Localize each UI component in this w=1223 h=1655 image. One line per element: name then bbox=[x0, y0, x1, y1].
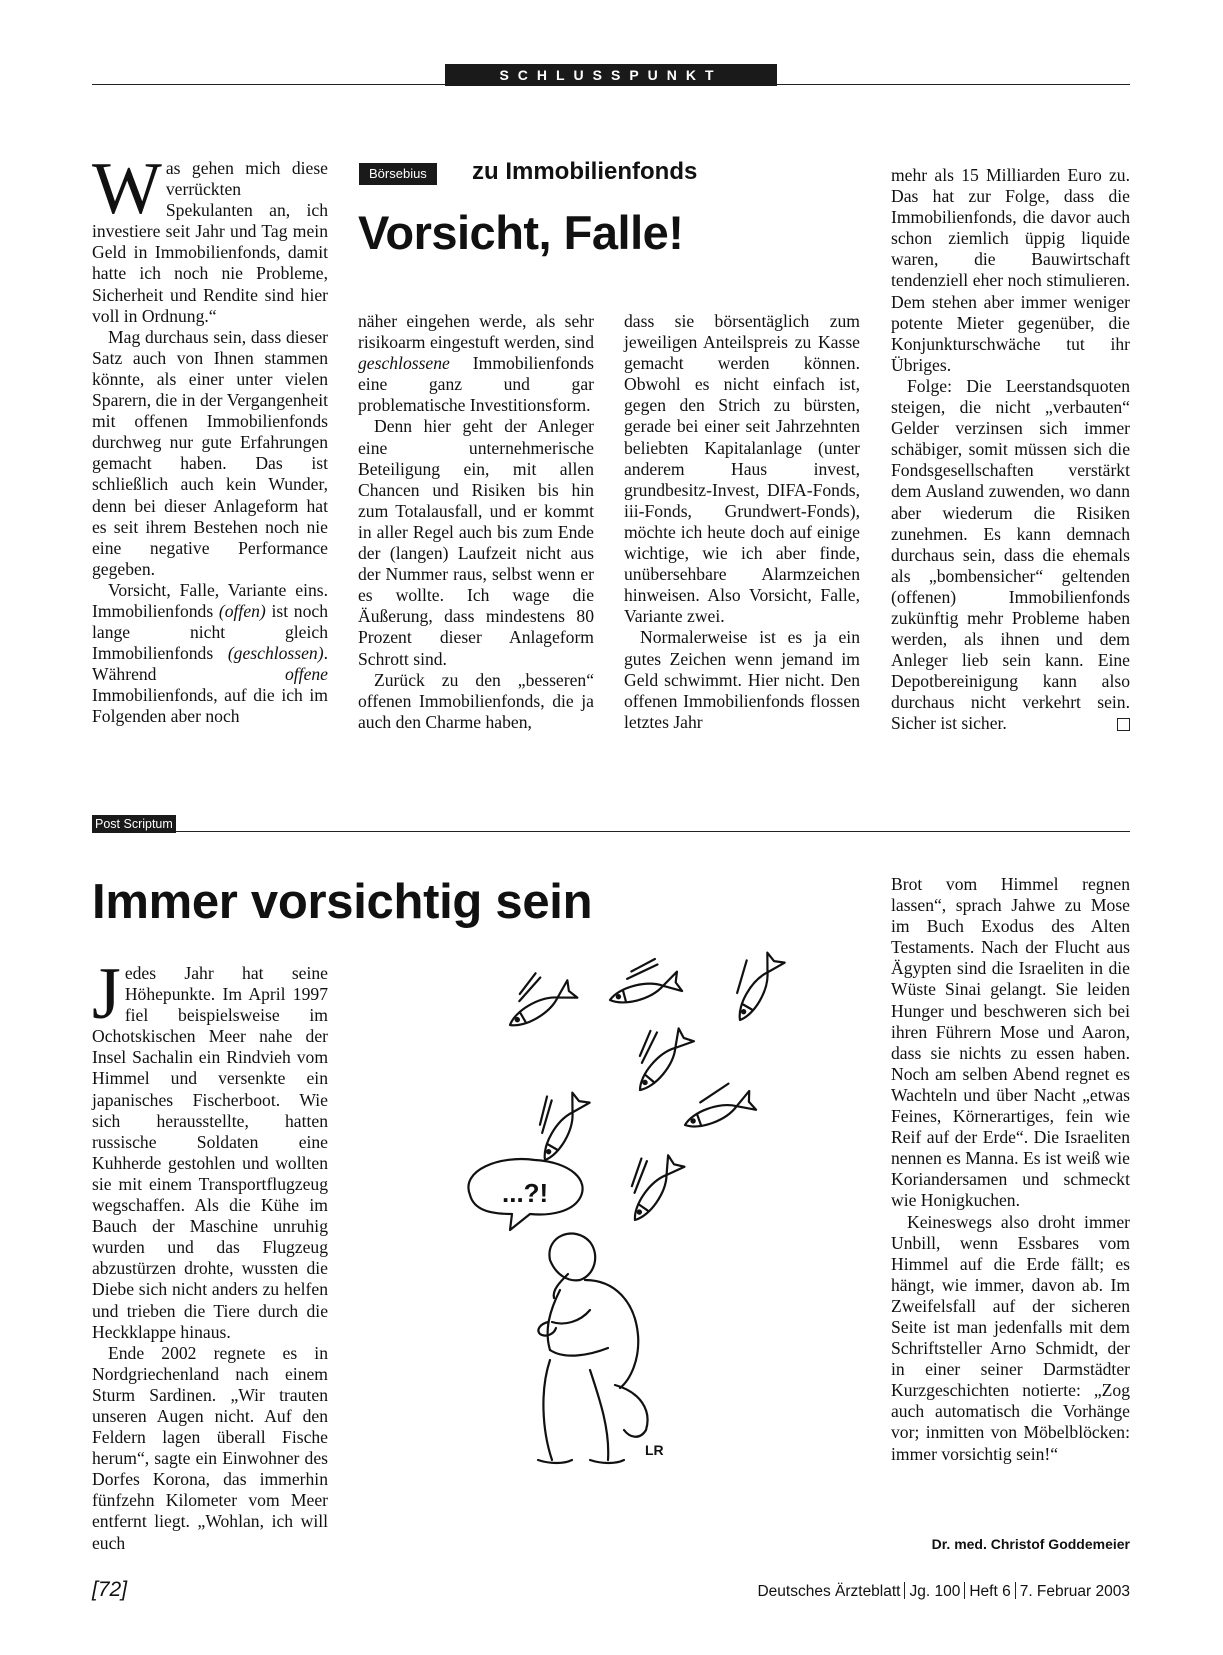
fish-icon bbox=[610, 1144, 684, 1226]
paragraph bbox=[92, 580, 328, 728]
journal-info bbox=[700, 1582, 1130, 1601]
text-run: Immobilienfonds, auf die ich im Folgenden aber noch bbox=[92, 685, 328, 727]
article2-column-3 bbox=[891, 874, 1130, 1465]
end-of-article-square-icon bbox=[1117, 718, 1130, 731]
person-figure bbox=[538, 1234, 648, 1463]
text-run-italic: (offen) bbox=[218, 600, 266, 621]
article1-column-2 bbox=[358, 311, 594, 733]
paragraph: as gehen mich diese verrückten Spekulanten an, ich investiere seit Jahr und Tag mein Geld in Immobilienfonds, damit hatte ich noch nie Probleme, Sicherheit und Rendite sind hier voll in Ordnung.“ bbox=[92, 158, 328, 326]
author-byline: Dr. med. Christof Goddemeier bbox=[931, 1536, 1130, 1552]
text-run: ist noch lange nicht gleich Immobilienfonds bbox=[92, 600, 328, 664]
article1-column-3 bbox=[624, 311, 860, 733]
paragraph: dass sie börsentäglich zum jeweiligen Anteilspreis zu Kasse gemacht werden können. Obwohl es nicht einfach ist, gegen den Strich zu bürsten, gerade bei einer seit Jahrzehnten beliebten Kapitalanlage (unter anderem Haus invest, grundbesitz-Invest, DIFA-Fonds, iii-Fonds, Grundwert-Fonds), möchte ich heute doch auf einige wichtige, wie ich aber finde, unübersehbare Alarmzeichen hinweisen. Also Vorsicht, Falle, Variante zwei. bbox=[624, 311, 860, 627]
dropcap: W bbox=[92, 148, 162, 230]
fish-icon bbox=[603, 954, 682, 1009]
paragraph: mehr als 15 Milliarden Euro zu. Das hat zur Folge, dass die Immobilienfonds, die davor auch schon ziemlich üppig liquide waren, die Bauwirtschaft tendenziell eher noch stimulieren. Dem stehen aber immer weniger potente Mieter gegenüber, die Konjunkturschwäche tut ihr Übriges. bbox=[891, 165, 1130, 375]
section-rule bbox=[92, 831, 1130, 832]
journal-date: 7. Februar 2003 bbox=[1019, 1583, 1130, 1600]
paragraph: Ende 2002 regnete es in Nordgriechenland nach einem Sturm Sardinen. „Wir trauten unseren Augen nicht. Auf den Feldern lagen überall Fische herum“, sagte ein Einwohner des Dorfes Korona, das immerhin fünfzehn Kilometer vom Meer entfernt liegt. „Wohlan, ich will euch bbox=[92, 1342, 328, 1553]
paragraph: Zurück zu den „besseren“ offenen Immobilienfonds, die ja auch den Charme haben, bbox=[358, 669, 594, 732]
journal-name: Deutsches Ärzteblatt bbox=[757, 1583, 901, 1600]
fish-icon bbox=[719, 946, 784, 1025]
fish-icon bbox=[617, 1016, 694, 1097]
paragraph: Mag durchaus sein, dass dieser Satz auch von Ihnen stammen könnte, als einer unter vielen Sparern, die in der Vergangenheit mit offenen Immobilienfonds durchweg nur gute Erfahrungen gemacht haben. Das ist schließlich auch kein Wunder, denn bei dieser Anlageform hat es seit ihrem Bestehen noch nie eine negative Performance gegeben. bbox=[92, 326, 328, 579]
paragraph bbox=[891, 376, 1130, 735]
text-run: Vorsicht, Falle, Variante eins. Immobilienfonds bbox=[92, 579, 328, 621]
paragraph: Keineswegs also droht immer Unbill, wenn Essbares vom Himmel auf die Erde fällt; es hängt, wie immer, davon ab. Im Zweifelsfall auf der sicheren Seite ist man jedenfalls mit dem Schriftsteller Arno Schmidt, der in einer seiner Darmstädter Kurzgeschichten notierte: „Zog auch automatisch die Vorhänge vor; inmitten von Möbelblöcken: immer vorsichtig sein!“ bbox=[891, 1211, 1130, 1464]
journal-volume: Jg. 100 bbox=[909, 1583, 961, 1600]
text-run: . Während bbox=[92, 643, 328, 685]
paragraph: Brot vom Himmel regnen lassen“, sprach Jahwe zu Mose im Buch Exodus des Alten Testaments. Nach der Flucht aus Ägypten sind die Israeliten in die Wüste Sinai gelangt. Sie leiden Hunger und beschweren sich bei ihren Führern Mose und Aaron, dass sie nichts zu essen haben. Noch am selben Abend regnet es Wachteln und über Nacht „etwas Feines, Körnerartiges, fein wie Reif auf der Erde“. Die Israeliten nennen es Manna. Es ist weiß wie Koriandersamen und schmeckt wie Honigkuchen. bbox=[891, 874, 1130, 1211]
cartoon-signature: LR bbox=[645, 1442, 664, 1458]
page-number: [72] bbox=[92, 1578, 128, 1601]
fish-icon bbox=[494, 961, 577, 1033]
divider bbox=[1015, 1582, 1016, 1599]
divider bbox=[964, 1582, 965, 1599]
article-headline: Vorsicht, Falle! bbox=[358, 206, 684, 259]
cartoon-illustration bbox=[440, 930, 800, 1500]
divider bbox=[904, 1582, 905, 1599]
column-tag: Post Scriptum bbox=[92, 815, 176, 833]
paragraph bbox=[358, 311, 594, 416]
text-run-italic: offene bbox=[285, 664, 328, 685]
text-run-italic: (geschlossen) bbox=[227, 643, 324, 664]
fish-icon bbox=[519, 1083, 590, 1165]
paragraph: edes Jahr hat seine Höhepunkte. Im April 1997 fiel beispielsweise im Ochotskischen Meer nahe der Insel Sachalin ein Rindvieh vom Himmel und versenkte ein japanisches Fischerboot. Wie sich herausstellte, hatten russische Soldaten eine Kuhherde gestohlen und wollten sie mit einem Transportflugzeug wegschaffen. Als die Kühe im Bauch der Maschine unruhig wurden und das Flugzeug abzustürzen drohte, wussten die Diebe sich nicht anders zu helfen und trieben die Tiere durch die Heckklappe hinaus. bbox=[92, 963, 328, 1342]
text-run: Immobilienfonds eine ganz und gar problematische Investitionsform. bbox=[358, 353, 594, 416]
article2-column-1 bbox=[92, 953, 328, 1554]
paragraph: Normalerweise ist es ja ein gutes Zeichen wenn jemand im Geld schwimmt. Hier nicht. Den offenen Immobilienfonds flossen letztes Jahr bbox=[624, 627, 860, 732]
journal-issue: Heft 6 bbox=[969, 1583, 1011, 1600]
section-label: SCHLUSSPUNKT bbox=[445, 64, 777, 86]
text-run-italic: geschlossene bbox=[358, 353, 450, 374]
dropcap: J bbox=[92, 953, 121, 1035]
article-headline: Immer vorsichtig sein bbox=[92, 875, 593, 929]
text-run: Folge: Die Leerstandsquoten steigen, die nicht „verbauten“ Gelder verzinsen sich immer schäbiger, somit müssen sich die Fondsgesellschaften verstärkt dem Ausland zuwenden, wo dann aber wiederum die Risiken zunehmen. Es kann demnach durchaus sein, dass die ehemals als „bombensicher“ geltenden (offenen) Immobilienfonds zukünftig mehr Probleme haben werden, als ihnen und dem Anleger lieb sein kann. Eine Depotbereinigung kann also durchaus nicht verkehrt sein. Sicher ist sicher. bbox=[891, 375, 1130, 734]
article-subhead: zu Immobilienfonds bbox=[472, 158, 698, 185]
article1-column-1 bbox=[92, 148, 328, 728]
article1-column-4 bbox=[891, 165, 1130, 735]
paragraph: Denn hier geht der Anleger eine unternehmerische Beteiligung ein, mit allen Chancen und Risiken bis hin zum Totalausfall, und er kommt in aller Regel auch bis zum Ende der (langen) Laufzeit nicht aus der Nummer raus, selbst wenn er es wollte. Ich wage die Äußerung, dass mindestens 80 Prozent dieser Anlageform Schrott sind. bbox=[358, 416, 594, 669]
text-run: näher eingehen werde, als sehr risikoarm eingestuft werden, sind bbox=[358, 311, 594, 353]
speech-text: ...?! bbox=[502, 1178, 549, 1208]
column-tag: Börsebius bbox=[359, 163, 437, 185]
fish-icon bbox=[677, 1078, 756, 1135]
